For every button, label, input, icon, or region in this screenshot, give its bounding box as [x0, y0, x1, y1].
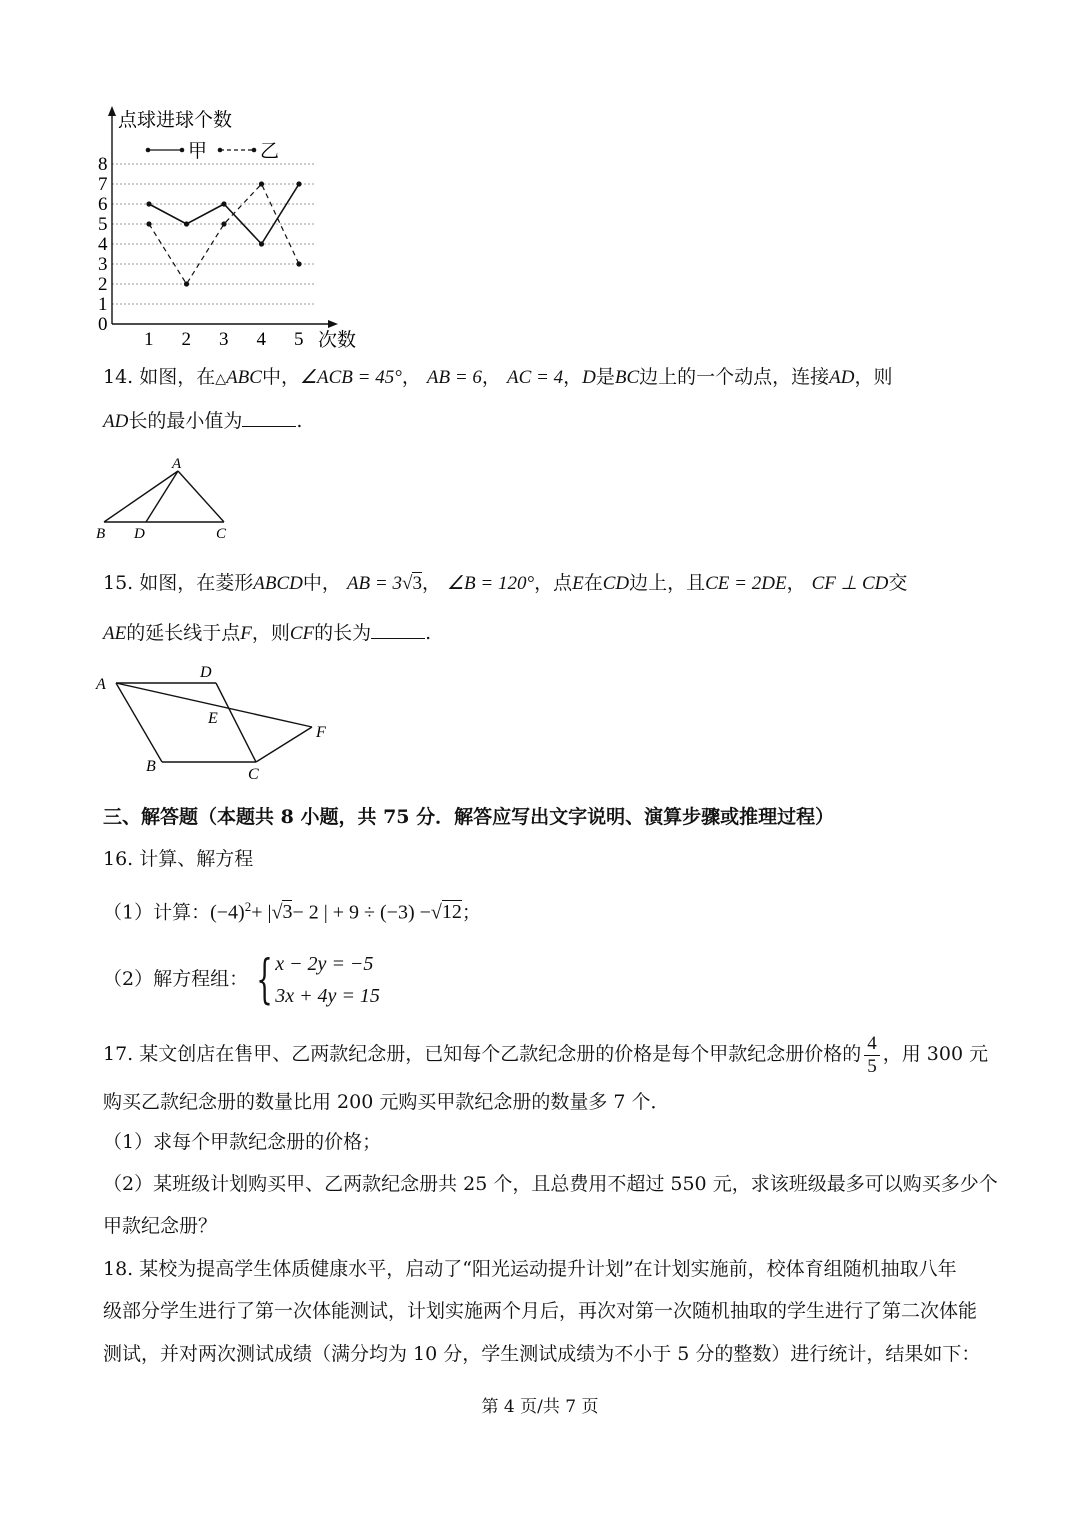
- q16-part1: [103, 894, 481, 925]
- math-angle: ∠ACB = 45°: [299, 367, 402, 388]
- triangle-symbol: △: [215, 372, 227, 387]
- text: ，: [481, 366, 501, 388]
- text: 边上，且: [629, 572, 706, 594]
- data-point: [296, 181, 301, 186]
- math-cd: CD: [602, 573, 630, 594]
- y-tick-label: 5: [98, 214, 108, 235]
- text: ，: [421, 572, 441, 594]
- sqrt-sign: √: [430, 901, 442, 924]
- math-sqrt-radicand: 3: [282, 901, 293, 924]
- question-number: 14.: [103, 366, 134, 388]
- math-ab: AB = 6: [426, 367, 482, 388]
- x-tick-label: 3: [219, 329, 229, 350]
- x-tick-label: 5: [294, 329, 304, 350]
- q14-line2: [103, 408, 302, 435]
- legend-marker: [218, 148, 223, 153]
- x-axis-label: 次数: [318, 330, 357, 350]
- answer-blank: [242, 408, 296, 427]
- label-a: A: [172, 456, 182, 472]
- math-exponent: 2: [244, 899, 252, 914]
- math-ae: AE: [103, 623, 127, 644]
- brace-icon: {: [256, 950, 273, 1010]
- q16-title: 16. 计算、解方程: [103, 848, 254, 870]
- label-b: B: [146, 758, 156, 775]
- data-point: [221, 201, 226, 206]
- text: 中，: [302, 572, 341, 594]
- y-tick-label: 7: [98, 174, 108, 195]
- text: 如图，在菱形: [139, 572, 254, 594]
- chart-labels: [98, 109, 356, 350]
- segment-cf: [256, 727, 312, 762]
- y-axis-arrow: [108, 106, 116, 116]
- equation-system: [275, 948, 380, 1012]
- math-ce: CE = 2DE: [705, 573, 787, 594]
- y-tick-label: 8: [98, 154, 108, 175]
- q17-line2: 购买乙款纪念册的数量比用 200 元购买甲款纪念册的数量多 7 个．: [103, 1091, 670, 1113]
- question-number: 15.: [103, 572, 134, 594]
- page-footer: 第 4 页/共 7 页: [481, 1397, 599, 1417]
- text: 17. 某文创店在售甲、乙两款纪念册，已知每个乙款纪念册的价格是每个甲款纪念册价格的: [103, 1043, 862, 1065]
- line-chart: [90, 100, 380, 350]
- math-ab: AB = 3: [346, 573, 402, 594]
- math-f: F: [240, 623, 252, 644]
- math-e: E: [572, 573, 584, 594]
- q15-figure: [90, 655, 350, 785]
- text: ，: [401, 366, 421, 388]
- answer-blank: [371, 620, 425, 639]
- text: 在: [583, 572, 603, 594]
- text: ，: [786, 572, 806, 594]
- text: 边上的一个动点，连接: [639, 366, 830, 388]
- math-ac: AC = 4: [506, 367, 564, 388]
- math-d: D: [582, 367, 596, 388]
- series-line-1: [149, 184, 299, 244]
- text: 的延长线于点: [126, 622, 241, 644]
- text: ，则: [854, 366, 893, 388]
- part-label: （2）解方程组：: [103, 968, 249, 990]
- text: 的长为: [314, 622, 372, 644]
- text: ，则: [251, 622, 290, 644]
- x-tick-label: 4: [256, 329, 266, 350]
- label-c: C: [248, 766, 259, 783]
- text: .: [296, 410, 303, 432]
- text: ；: [461, 901, 481, 924]
- math-abc: ABC: [226, 367, 262, 388]
- y-axis-label: 点球进球个数: [118, 110, 233, 131]
- part-label: （1）计算：: [103, 901, 211, 924]
- y-tick-label: 6: [98, 194, 108, 215]
- math-bc: BC: [614, 367, 640, 388]
- legend-label-2: 乙: [260, 141, 280, 162]
- q14-line1: [103, 364, 893, 393]
- math-cf-perp: CF ⊥ CD: [811, 573, 889, 594]
- label-e: E: [208, 710, 218, 727]
- q16-part2: [103, 944, 380, 1014]
- text: ，: [563, 366, 583, 388]
- y-tick-label: 3: [98, 254, 108, 275]
- denominator: 5: [867, 1055, 877, 1077]
- text: ，点: [534, 572, 573, 594]
- label-f: F: [316, 724, 326, 741]
- chart-axes: [108, 106, 338, 328]
- data-point: [259, 241, 264, 246]
- segment-ab: [104, 471, 178, 522]
- q15-line2: [103, 620, 431, 647]
- legend-marker: [180, 148, 185, 153]
- text: 如图，在: [139, 366, 216, 388]
- label-a: A: [96, 676, 106, 693]
- y-tick-label: 1: [98, 294, 108, 315]
- x-tick-label: 2: [181, 329, 191, 350]
- data-point: [296, 261, 301, 266]
- numerator: 4: [864, 1033, 880, 1056]
- data-point: [221, 221, 226, 226]
- x-tick-label: 1: [144, 329, 154, 350]
- label-d: D: [200, 664, 212, 681]
- segment-ba: [116, 683, 162, 762]
- sqrt-sign: √: [402, 573, 413, 594]
- equation-2: 3x + 4y = 15: [275, 985, 380, 1007]
- data-point: [146, 201, 151, 206]
- text: 交: [888, 572, 908, 594]
- q17-part2-cont: 甲款纪念册？: [103, 1215, 218, 1237]
- q17-part2: （2）某班级计划购买甲、乙两款纪念册共 25 个，且总费用不超过 550 元，求该班级最多可以购买多少个: [103, 1173, 998, 1195]
- series-line-2: [149, 184, 299, 284]
- q17-part1: （1）求每个甲款纪念册的价格；: [103, 1131, 382, 1153]
- label-d: D: [134, 526, 145, 542]
- text: .: [425, 622, 432, 644]
- legend-marker: [146, 148, 151, 153]
- y-tick-label: 0: [98, 314, 108, 335]
- data-point: [184, 281, 189, 286]
- q18-line3: 测试，并对两次测试成绩（满分均为 10 分，学生测试成绩为不小于 5 分的整数）进行统计，结果如下：: [103, 1343, 981, 1365]
- label-c: C: [216, 526, 227, 542]
- math-expr: + |: [251, 901, 272, 924]
- x-axis-arrow: [328, 320, 338, 328]
- data-point: [146, 221, 151, 226]
- sqrt-sign: √: [271, 901, 283, 924]
- math-sqrt-radicand: 12: [441, 901, 462, 924]
- equation-1: x − 2y = −5: [275, 953, 374, 975]
- segment-ac: [178, 471, 224, 522]
- data-point: [184, 221, 189, 226]
- math-ad: AD: [103, 411, 129, 432]
- math-angle: ∠B = 120°: [447, 573, 535, 594]
- legend-marker: [252, 148, 257, 153]
- chart-grid: [112, 164, 316, 304]
- segment-ad: [146, 471, 178, 522]
- legend-label-1: 甲: [188, 141, 208, 162]
- text: 长的最小值为: [128, 410, 243, 432]
- text: 是: [595, 366, 615, 388]
- y-tick-label: 4: [98, 234, 108, 255]
- fraction: [864, 1033, 880, 1078]
- q14-figure: [90, 450, 250, 545]
- text: 中，: [261, 366, 300, 388]
- math-sqrt-radicand: 3: [412, 573, 422, 594]
- label-b: B: [96, 526, 106, 542]
- segment-dc: [216, 683, 256, 762]
- math-expr: (−4): [210, 901, 245, 924]
- q18-line1: 18. 某校为提高学生体质健康水平，启动了“阳光运动提升计划”在计划实施前，校体育组随机抽取八年: [103, 1258, 957, 1280]
- math-cf: CF: [289, 623, 315, 644]
- q17-line1: [103, 1030, 988, 1078]
- math-expr: − 2 | + 9 ÷ (−3) −: [292, 901, 431, 924]
- section-heading: 三、解答题（本题共 8 小题，共 75 分．解答应写出文字说明、演算步骤或推理过程）: [103, 806, 835, 828]
- q18-line2: 级部分学生进行了第一次体能测试，计划实施两个月后，再次对第一次随机抽取的学生进行了第二次体能: [103, 1300, 978, 1322]
- y-tick-label: 2: [98, 274, 108, 295]
- math-abcd: ABCD: [253, 573, 303, 594]
- math-ad: AD: [829, 367, 855, 388]
- data-point: [259, 181, 264, 186]
- q15-line1: [103, 570, 907, 597]
- text: ，用 300 元: [882, 1043, 989, 1065]
- chart-series: [146, 181, 301, 286]
